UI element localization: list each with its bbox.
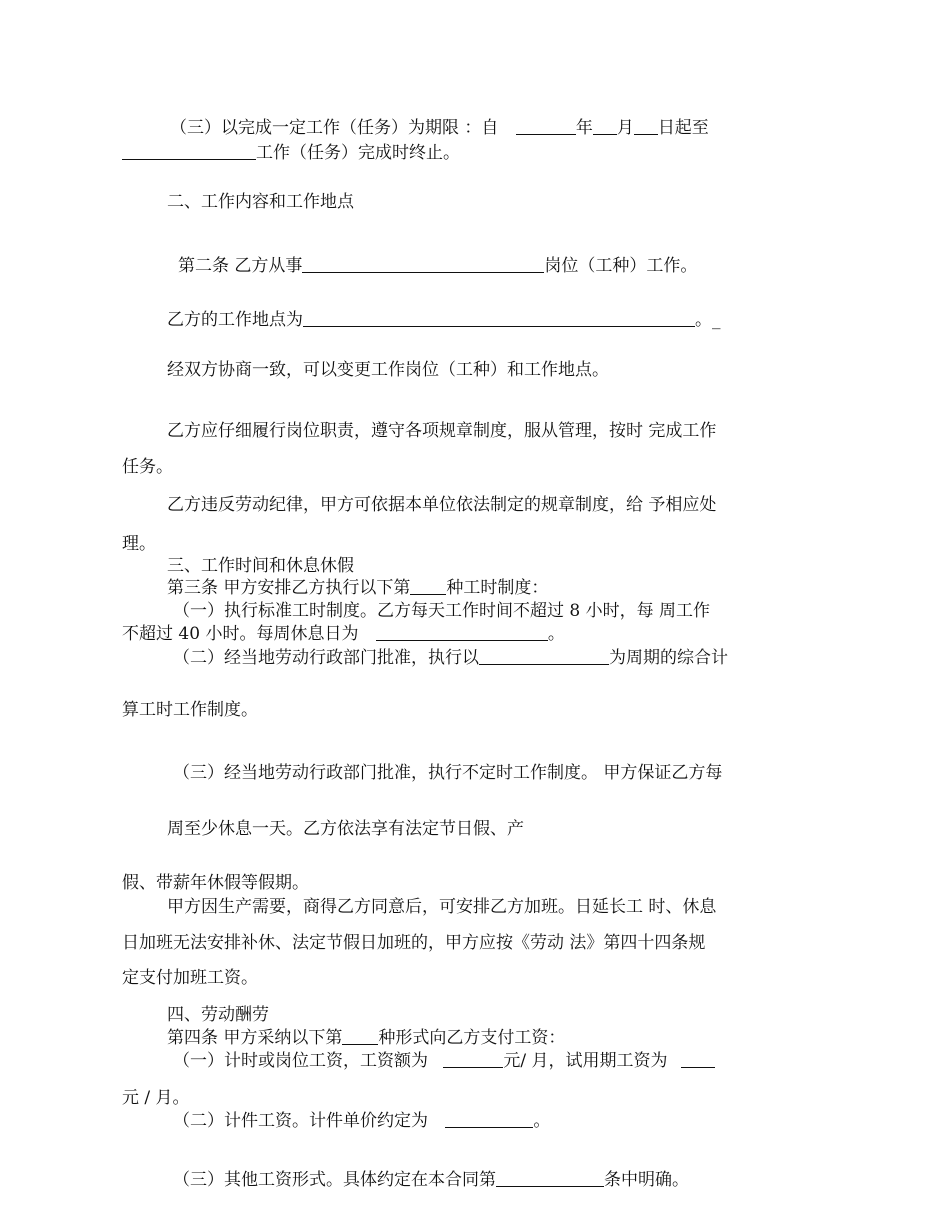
probation-wage-blank — [681, 1051, 715, 1068]
term-completion-line-2: 工作（任务）完成时终止。 — [122, 143, 460, 163]
piece-wage-line: （二）计件工资。计件单价约定为 。 — [173, 1111, 551, 1131]
overtime-line-2: 日加班无法安排补休、法定节假日加班的，甲方应按《劳动 法》第四十四条规 — [122, 933, 706, 953]
hourly-wage-line-1: （一）计时或岗位工资，工资额为 元/ 月，试用期工资为 — [173, 1051, 715, 1071]
discipline-line-1: 乙方违反劳动纪律，甲方可依据本单位依法制定的规章制度，给 予相应处 — [167, 495, 717, 515]
flexible-hours-line-2: 周至少休息一天。乙方依法享有法定节日假、产 — [167, 819, 524, 839]
task-blank — [122, 143, 256, 160]
section-4-heading: 四、劳动酬劳 — [167, 1005, 269, 1025]
article-4-line: 第四条 甲方采纳以下第 种形式向乙方支付工资： — [167, 1028, 566, 1048]
duties-line-1: 乙方应仔细履行岗位职责，遵守各项规章制度，服从管理，按时 完成工作 — [167, 421, 717, 441]
discipline-line-2: 理。 — [122, 534, 156, 554]
duties-line-2: 任务。 — [122, 457, 173, 477]
change-agreement-line: 经双方协商一致，可以变更工作岗位（工种）和工作地点。 — [167, 360, 609, 380]
rest-day-blank — [376, 624, 548, 641]
section-2-heading: 二、工作内容和工作地点 — [167, 192, 354, 212]
section-3-heading: 三、工作时间和休息休假 — [167, 556, 354, 576]
flexible-hours-line-3: 假、带薪年休假等假期。 — [122, 873, 309, 893]
pay-form-blank — [342, 1028, 378, 1045]
start-month-blank — [593, 118, 617, 135]
standard-hours-line-2: 不超过 40 小时。每周休息日为 。 — [122, 624, 565, 644]
start-day-blank — [634, 118, 658, 135]
other-wage-line: （三）其他工资形式。具体约定在本合同第 条中明确。 — [173, 1170, 689, 1190]
overtime-line-1: 甲方因生产需要，商得乙方同意后，可安排乙方加班。日延长工 时、休息 — [167, 897, 717, 917]
work-location-line: 乙方的工作地点为 。_ — [167, 310, 721, 330]
article-2-position: 第二条 乙方从事 岗位（工种）工作。 — [178, 256, 698, 276]
article-3-line: 第三条 甲方安排乙方执行以下第 种工时制度： — [167, 578, 549, 598]
comprehensive-hours-line-1: （二）经当地劳动行政部门批准，执行以 为周期的综合计 — [173, 648, 728, 668]
position-blank — [302, 256, 544, 273]
start-year-blank — [516, 118, 576, 135]
period-blank — [479, 648, 609, 665]
wage-amount-blank — [443, 1051, 503, 1068]
article-number-blank — [496, 1170, 604, 1187]
overtime-line-3: 定支付加班工资。 — [122, 968, 258, 988]
location-blank — [303, 310, 695, 327]
comprehensive-hours-line-2: 算工时工作制度。 — [122, 700, 258, 720]
flexible-hours-line-1: （三）经当地劳动行政部门批准，执行不定时工作制度。 甲方保证乙方每 — [173, 763, 723, 783]
standard-hours-line-1: （一）执行标准工时制度。乙方每天工作时间不超过 8 小时，每 周工作 — [173, 601, 711, 621]
hours-type-blank — [410, 578, 446, 595]
hourly-wage-line-2: 元 / 月。 — [122, 1088, 190, 1108]
term-completion-line: （三）以完成一定工作（任务）为期限 ：自 年 月 日起至 — [170, 118, 709, 138]
piece-rate-blank — [445, 1111, 533, 1128]
